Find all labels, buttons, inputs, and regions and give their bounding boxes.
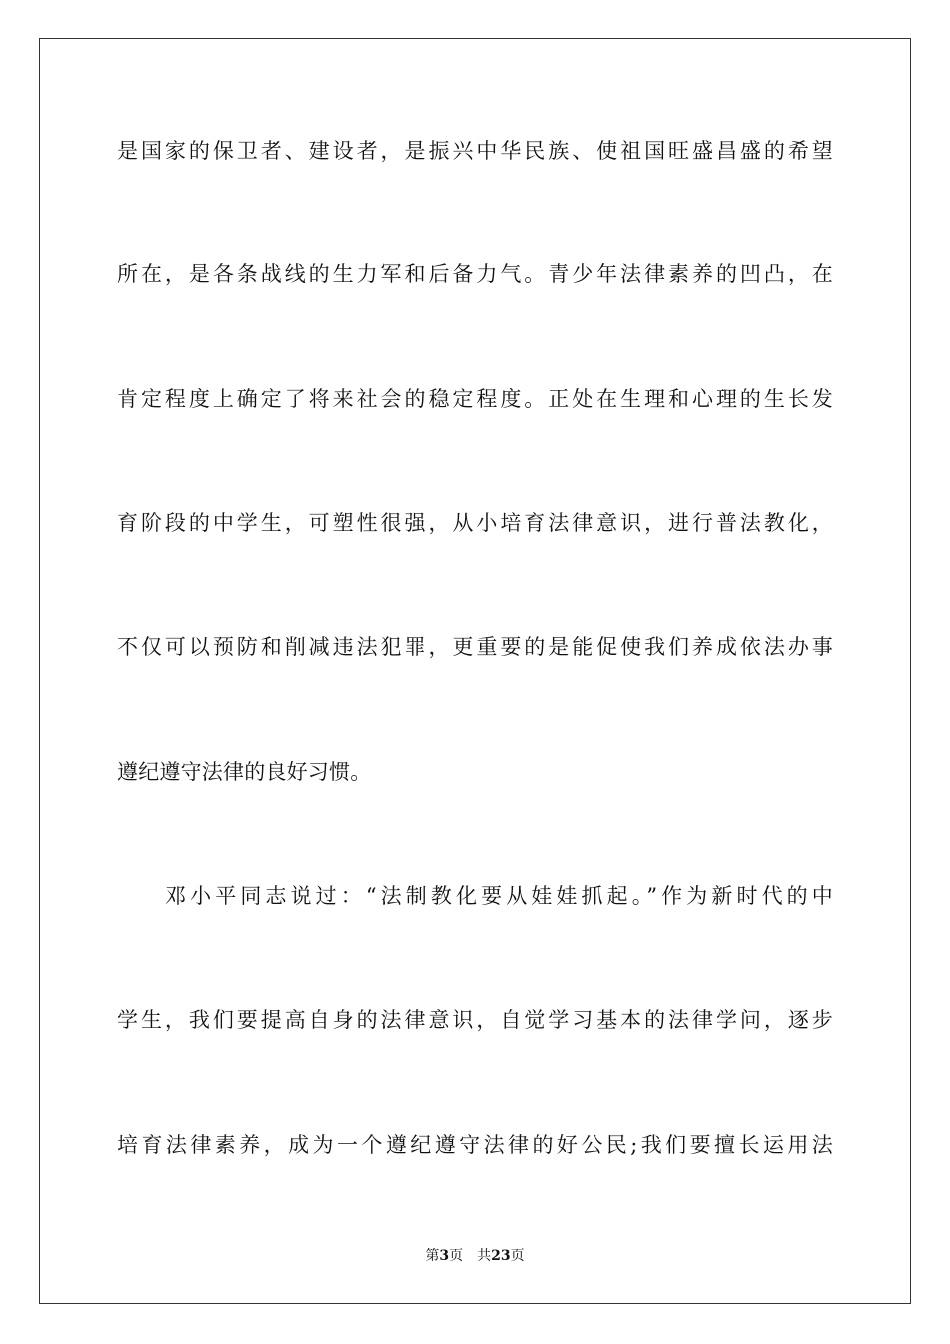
page-number: 3 bbox=[439, 1248, 450, 1264]
total-pages: 23 bbox=[491, 1248, 511, 1264]
body-text-line: 育阶段的中学生，可塑性很强，从小培育法律意识，进行普法教化， bbox=[117, 511, 833, 535]
body-text-line: 所在，是各条战线的生力军和后备力气。青少年法律素养的凹凸，在 bbox=[117, 262, 833, 286]
total-suffix: 页 bbox=[510, 1248, 525, 1264]
body-text-line: 遵纪遵守法律的良好习惯。 bbox=[117, 760, 372, 784]
body-text-line: 是国家的保卫者、建设者，是振兴中华民族、使祖国旺盛昌盛的希望 bbox=[117, 139, 833, 163]
page-suffix: 页 bbox=[449, 1248, 464, 1264]
body-text-line: 肯定程度上确定了将来社会的稳定程度。正处在生理和心理的生长发 bbox=[117, 387, 833, 411]
body-text-line: 不仅可以预防和削减违法犯罪，更重要的是能促使我们养成依法办事 bbox=[117, 635, 833, 659]
page-footer bbox=[0, 1245, 950, 1265]
page-border bbox=[39, 38, 911, 1304]
body-text-line: 培育法律素养，成为一个遵纪遵守法律的好公民;我们要擅长运用法 bbox=[117, 1133, 833, 1157]
body-text-line: 学生，我们要提高自身的法律意识，自觉学习基本的法律学问，逐步 bbox=[117, 1008, 833, 1032]
page-prefix: 第 bbox=[425, 1248, 440, 1264]
paragraph-first-line: 邓小平同志说过：“法制教化要从娃娃抓起。”作为新时代的中 bbox=[165, 884, 833, 908]
total-prefix: 共 bbox=[477, 1248, 492, 1264]
